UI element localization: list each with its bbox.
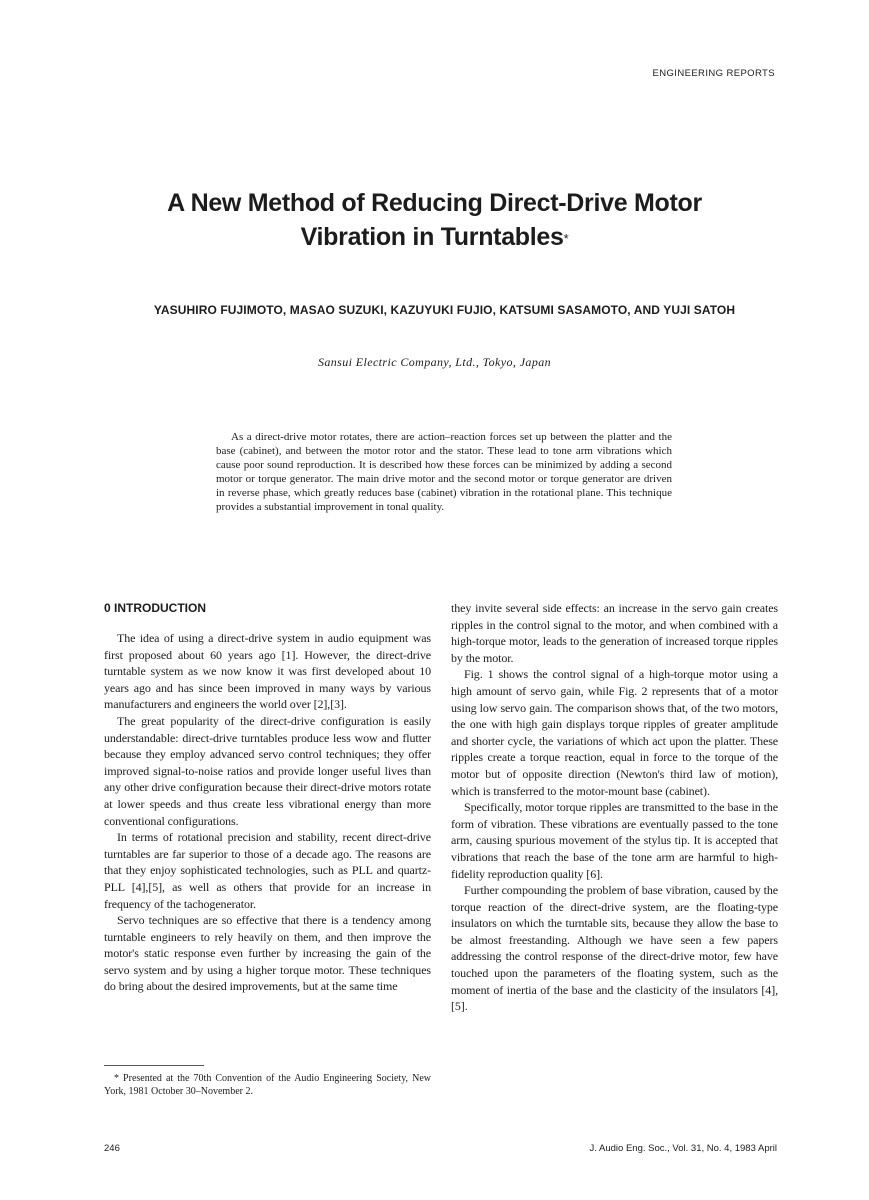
body-paragraph: The idea of using a direct-drive system in audio equipment was first proposed about 60 years ago [1]. However, the direct-drive turntable system as we now know it was first developed about 10 years ago and has since been improved in many ways by various manufacturers and engineers the world over [2],[3]. [104, 631, 431, 712]
title-line-1: A New Method of Reducing Direct-Drive Motor [167, 189, 702, 217]
page-number: 246 [104, 1143, 120, 1154]
body-paragraph: Further compounding the problem of base vibration, caused by the torque reaction of the direct-drive system, are the floating-type insulators on which the turntable sits, because they allow the base to be almost freestanding. Although we have seen a few papers addressing the control response of the direct-drive motor, few have touched upon the parameters of the floating system, such as the moment of inertia of the base and the clasticity of the insulators [4],[5]. [451, 883, 778, 1014]
body-paragraph: Specifically, motor torque ripples are transmitted to the base in the form of vibration. These vibrations are eventually passed to the tone arm, causing spurious movement of the stylus tip. It is accepted that vibrations that reach the base of the tone arm are harmful to high-fidelity reproduction quality [6]. [451, 800, 778, 881]
title-footnote-mark: * [563, 231, 569, 246]
left-column [104, 600, 431, 995]
abstract: As a direct-drive motor rotates, there are action–reaction forces set up between the platter and the base (cabinet), and between the motor rotor and the stator. These lead to tone arm vibrations which cause poor sound reproduction. It is described how these forces can be minimized by adding a second motor or torque generator. The main drive motor and the second motor or torque generator are driven in reverse phase, which greatly reduces base (cabinet) vibration in the rotational plane. This technique provides a substantial improvement in tonal quality. [216, 431, 672, 513]
section-heading-introduction: 0 INTRODUCTION [104, 601, 206, 615]
body-paragraph: The great popularity of the direct-drive configuration is easily understandable: direct-drive turntables produce less wow and flutter because they employ advanced servo control techniques; they offer improved signal-to-noise ratios and provide longer useful lives than any other drive configuration because their direct-drive motors rotate at lower speeds and thus create less vibrational energy than more conventional configurations. [104, 713, 431, 828]
body-paragraph: Fig. 1 shows the control signal of a high-torque motor using a high amount of servo gain, while Fig. 2 represents that of a motor using low servo gain. The comparison shows that, of the two motors, the one with high gain displays torque ripples of greater amplitude and shorter cycle, the variations of which act upon the platter. These ripples create a torque reaction, equal in force to the torque of the motor but of opposite direction (Newton's third law of motion), which is transferred to the motor-mount base (cabinet). [451, 667, 778, 798]
right-column [451, 600, 778, 1015]
title-line-2: Vibration in Turntables [300, 223, 564, 251]
body-paragraph: Servo techniques are so effective that there is a tendency among turntable engineers to rely heavily on them, and then improve the motor's static response even further by increasing the gain of the servo system and by using a higher torque motor. These techniques do bring about the desired improvements, but at the same time [104, 913, 431, 994]
body-paragraph: In terms of rotational precision and stability, recent direct-drive turntables are far superior to those of a decade ago. The reasons are that they enjoy sophisticated technologies, such as PLL and quartz-PLL [4],[5], as well as others that provide for an increase in frequency of the tachogenerator. [104, 830, 431, 911]
paper-title [100, 186, 769, 254]
author-list: YASUHIRO FUJIMOTO, MASAO SUZUKI, KAZUYUKI FUJIO, KATSUMI SASAMOTO, AND YUJI SATOH [153, 303, 736, 317]
affiliation: Sansui Electric Company, Ltd., Tokyo, Japan [317, 355, 552, 369]
body-paragraph-continued: they invite several side effects: an increase in the servo gain creates ripples in the control signal to the motor, and when combined with a high-torque motor, leads to the generation of increased torque ripples by the motor. [451, 601, 778, 665]
footnote: * Presented at the 70th Convention of the Audio Engineering Society, New York, 1981 October 30–November 2. [104, 1073, 431, 1097]
journal-reference: J. Audio Eng. Soc., Vol. 31, No. 4, 1983 April [589, 1143, 777, 1154]
footnote-divider [104, 1065, 204, 1066]
running-head: ENGINEERING REPORTS [652, 68, 775, 79]
